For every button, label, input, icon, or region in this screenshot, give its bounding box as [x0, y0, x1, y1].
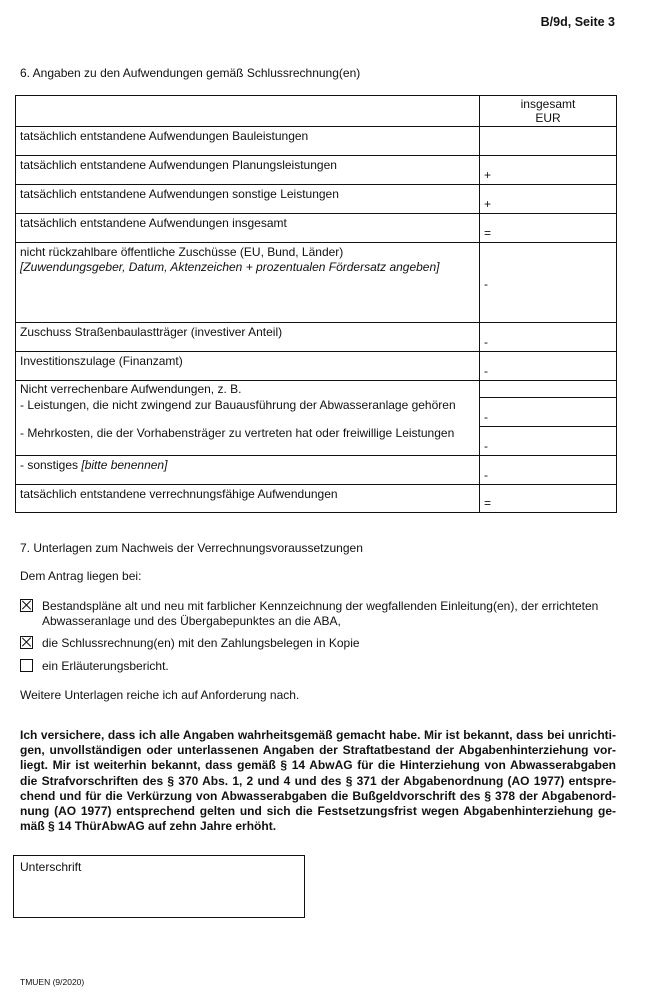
row-label: tatsächlich entstandene Aufwendungen Planungsleistungen [16, 156, 480, 185]
row-label: - sonstiges [20, 458, 82, 472]
amount-field[interactable]: - [480, 456, 617, 485]
total-eur-header [480, 96, 617, 127]
row-label: - Leistungen, die nicht zwingend zur Bauausführung der Abwasseranlage gehören [20, 397, 456, 412]
table-row [16, 323, 617, 352]
table-row [16, 214, 617, 243]
row-label: Zuschuss Straßenbaulastträger (investiver Anteil) [16, 323, 480, 352]
checklist-item-final-invoices [20, 636, 360, 651]
header-empty-cell [16, 96, 480, 127]
table-row [16, 185, 617, 214]
row-label: nicht rückzahlbare öffentliche Zuschüsse (EU, Bund, Länder) [20, 245, 344, 259]
row-label: tatsächlich entstandene Aufwendungen insgesamt [16, 214, 480, 243]
table-row [16, 485, 617, 513]
checkbox-report[interactable] [20, 659, 33, 672]
table-row [16, 243, 617, 323]
table-row [16, 381, 617, 398]
section-6-title: 6. Angaben zu den Aufwendungen gemäß Schlussrechnung(en) [20, 66, 361, 80]
page-reference: B/9d, Seite 3 [540, 15, 615, 29]
table-row [16, 456, 617, 485]
amount-field[interactable]: = [480, 485, 617, 513]
checklist-label: die Schlussrechnung(en) mit den Zahlungsbelegen in Kopie [42, 636, 360, 650]
attachments-intro: Dem Antrag liegen bei: [20, 569, 142, 583]
declaration-text: Ich versichere, dass ich alle Angaben wahrheitsgemäß gemacht habe. Mir ist bekannt, dass bei unrichtigen, unvollständigen oder unterlassenen Angaben der Straftatbestand der Abgabenhinterziehung vorliegt. Mir ist weiterhin bekannt, dass gemäß § 14 AbwAG für die Hinterziehung von Abwasserabgaben die Strafvorschriften des § 370 Abs. 1, 2 und 4 und des § 371 der Abgabenordnung (AO 1977) entsprechend und für die Verkürzung von Abwasserabgaben die Bußgeldvorschrift des § 378 der Abgabenordnung (AO 1977) entsprechend gelten und sich die Festsetzungsfrist wegen Abgabenhinterziehung gemäß § 14 ThürAbwAG auf zehn Jahre erhöht. [20, 728, 616, 834]
row-label: tatsächlich entstandene verrechnungsfähige Aufwendungen [16, 485, 480, 513]
section-7-title: 7. Unterlagen zum Nachweis der Verrechnungsvoraussetzungen [20, 541, 363, 555]
row-label-cell [16, 243, 480, 323]
amount-field[interactable] [480, 381, 617, 398]
checklist-label: Bestandspläne alt und neu mit farblicher Kennzeichnung der wegfallenden Einleitung(en), der errichteten [42, 599, 599, 613]
checklist-label: ein Erläuterungsbericht. [42, 659, 169, 673]
row-label: - Mehrkosten, die der Vorhabensträger zu vertreten hat oder freiwillige Leistungen [20, 426, 455, 440]
amount-field[interactable]: - [480, 427, 617, 456]
table-row [16, 352, 617, 381]
amount-field[interactable] [480, 127, 617, 156]
amount-field[interactable]: = [480, 214, 617, 243]
amount-field[interactable]: - [480, 243, 617, 323]
costs-table [15, 95, 617, 513]
row-label: tatsächlich entstandene Aufwendungen Bauleistungen [16, 127, 480, 156]
amount-field[interactable]: + [480, 185, 617, 214]
header-line-1: insgesamt [520, 97, 576, 111]
checkbox-final-invoices[interactable] [20, 636, 33, 649]
checklist-item-report [20, 659, 169, 674]
amount-field[interactable]: + [480, 156, 617, 185]
row-label: Investitionszulage (Finanzamt) [16, 352, 480, 381]
table-row [16, 127, 617, 156]
amount-field[interactable]: - [480, 398, 617, 427]
checklist-item-plans [20, 599, 598, 629]
row-label: Nicht verrechenbare Aufwendungen, z. B. [20, 382, 242, 396]
amount-field[interactable]: - [480, 352, 617, 381]
table-row [16, 156, 617, 185]
checklist-label: Abwasseranlage und des Übergabepunktes an die ABA, [42, 614, 341, 628]
signature-field[interactable] [13, 855, 305, 918]
table-header-row [16, 96, 617, 127]
non-offsettable-cell [16, 381, 480, 456]
row-label: tatsächlich entstandene Aufwendungen sonstige Leistungen [16, 185, 480, 214]
header-line-2: EUR [535, 111, 561, 125]
amount-field[interactable]: - [480, 323, 617, 352]
row-note: [bitte benennen] [81, 458, 168, 472]
checkbox-plans[interactable] [20, 599, 33, 612]
form-code: TMUEN (9/2020) [20, 977, 85, 987]
signature-label: Unterschrift [20, 860, 82, 874]
further-documents-note: Weitere Unterlagen reiche ich auf Anforderung nach. [20, 688, 300, 702]
row-note: [Zuwendungsgeber, Datum, Aktenzeichen + prozentualen Fördersatz angeben] [20, 260, 440, 274]
row-label-cell [16, 456, 480, 485]
